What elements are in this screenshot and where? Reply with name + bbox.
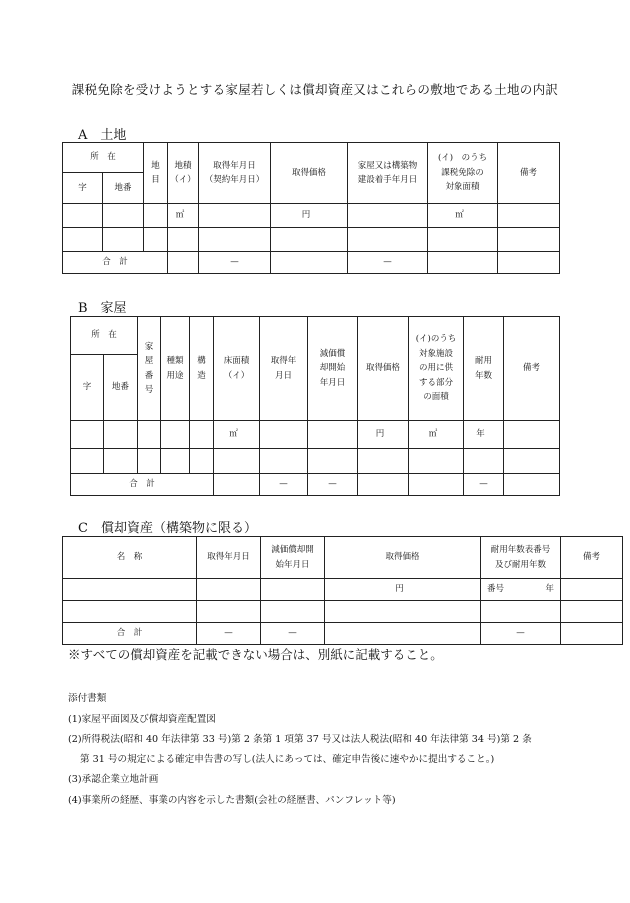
- house-cell[interactable]: [409, 449, 464, 474]
- land-total-label: 合 計: [63, 252, 168, 274]
- land-total-area[interactable]: [168, 252, 199, 274]
- house-total-price[interactable]: [358, 474, 409, 496]
- house-cell[interactable]: [504, 421, 560, 449]
- asset-number-label: 番号: [487, 584, 505, 595]
- house-cell[interactable]: [71, 421, 104, 449]
- land-h-price: 取得価格: [271, 143, 348, 204]
- house-h-depreciation: 減価償 却開始 年月日: [308, 317, 358, 421]
- land-h-area: 地積 （イ）: [168, 143, 199, 204]
- asset-cell[interactable]: [261, 601, 325, 623]
- asset-table: [62, 536, 623, 645]
- asset-total-price[interactable]: [325, 623, 481, 645]
- house-cell[interactable]: [260, 421, 308, 449]
- land-cell[interactable]: [103, 228, 144, 252]
- asset-h-life: 耐用年数表番号 及び耐用年数: [481, 537, 561, 579]
- house-cell[interactable]: [161, 449, 190, 474]
- house-h-aza: 字: [71, 355, 104, 421]
- house-cell[interactable]: [308, 449, 358, 474]
- house-cell[interactable]: [104, 421, 138, 449]
- house-h-remarks: 備考: [504, 317, 560, 421]
- asset-cell[interactable]: [197, 579, 261, 601]
- asset-cell[interactable]: [561, 579, 623, 601]
- land-cell[interactable]: [144, 204, 168, 228]
- land-cell[interactable]: [348, 228, 428, 252]
- attachment-item-3: (3)承認企業立地計画: [68, 774, 159, 785]
- asset-cell[interactable]: [561, 601, 623, 623]
- asset-life-cell[interactable]: [481, 579, 561, 601]
- land-total-dash: —: [199, 252, 271, 274]
- house-cell[interactable]: [190, 449, 214, 474]
- land-cell[interactable]: [103, 204, 144, 228]
- house-h-acq: 取得年 月日: [260, 317, 308, 421]
- house-h-kind: 種類 用途: [161, 317, 190, 421]
- attachment-item-1: (1)家屋平面図及び償却資産配置図: [68, 714, 216, 725]
- house-total-floor[interactable]: [214, 474, 260, 496]
- asset-cell[interactable]: [63, 579, 197, 601]
- house-total-remarks[interactable]: [504, 474, 560, 496]
- land-cell[interactable]: [498, 204, 560, 228]
- land-total-target[interactable]: [428, 252, 498, 274]
- land-cell[interactable]: [428, 228, 498, 252]
- land-cell[interactable]: [271, 228, 348, 252]
- house-cell[interactable]: [308, 421, 358, 449]
- asset-cell[interactable]: [63, 601, 197, 623]
- asset-cell[interactable]: [261, 579, 325, 601]
- house-cell[interactable]: [138, 449, 161, 474]
- house-total-dash: —: [308, 474, 358, 496]
- land-h-construction: 家屋又は構築物 建設着手年月日: [348, 143, 428, 204]
- house-h-location: 所 在: [71, 317, 138, 355]
- attachments-heading: 添付書類: [68, 693, 107, 704]
- house-cell[interactable]: [260, 449, 308, 474]
- house-floor-unit[interactable]: ㎡: [214, 421, 260, 449]
- land-target-unit[interactable]: ㎡: [428, 204, 498, 228]
- land-cell[interactable]: [199, 204, 271, 228]
- house-total-dash: —: [464, 474, 504, 496]
- house-cell[interactable]: [358, 449, 409, 474]
- land-total-dash: —: [348, 252, 428, 274]
- land-cell[interactable]: [348, 204, 428, 228]
- house-h-chiban: 地番: [104, 355, 138, 421]
- land-cell[interactable]: [144, 228, 168, 252]
- asset-price-unit[interactable]: 円: [325, 579, 481, 601]
- attachment-item-2-cont: 第 31 号の規定による確定申告書の写し(法人にあっては、確定申告後に速やかに提出すること。): [80, 754, 495, 765]
- asset-total-dash: —: [481, 623, 561, 645]
- house-cell[interactable]: [504, 449, 560, 474]
- asset-h-remarks: 備考: [561, 537, 623, 579]
- asset-cell[interactable]: [325, 601, 481, 623]
- land-h-target-area: (イ) のうち 課税免除の 対象面積: [428, 143, 498, 204]
- house-total-label: 合 計: [71, 474, 214, 496]
- land-area-unit[interactable]: ㎡: [168, 204, 199, 228]
- house-h-price: 取得価格: [358, 317, 409, 421]
- page-title: 課税免除を受けようとする家屋若しくは償却資産又はこれらの敷地である土地の内訳: [71, 82, 559, 97]
- asset-cell[interactable]: [481, 601, 561, 623]
- attachment-item-4: (4)事業所の経歴、事業の内容を示した書類(会社の経歴書、パンフレット等): [68, 795, 396, 806]
- house-h-target-area: (イ)のうち 対象施設 の用に供 する部分 の面積: [409, 317, 464, 421]
- house-price-unit[interactable]: 円: [358, 421, 409, 449]
- attachment-item-2: (2)所得税法(昭和 40 年法律第 33 号)第 2 条第 1 項第 37 号又は法人税法(昭和 40 年法律第 34 号)第 2 条: [68, 734, 532, 745]
- house-cell[interactable]: [161, 421, 190, 449]
- asset-total-dash: —: [261, 623, 325, 645]
- house-life-unit[interactable]: 年: [464, 421, 504, 449]
- house-cell[interactable]: [214, 449, 260, 474]
- section-a-heading: A 土地: [78, 128, 127, 143]
- house-total-dash: —: [260, 474, 308, 496]
- land-cell[interactable]: [498, 228, 560, 252]
- land-h-chiban: 地番: [103, 173, 144, 204]
- house-h-floor: 床面積 （イ）: [214, 317, 260, 421]
- note-text: ※すべての償却資産を記載できない場合は、別紙に記載すること。: [68, 647, 443, 662]
- land-total-price[interactable]: [271, 252, 348, 274]
- land-h-acq-date: 取得年月日 （契約年月日）: [199, 143, 271, 204]
- house-cell[interactable]: [138, 421, 161, 449]
- asset-total-label: 合 計: [63, 623, 197, 645]
- house-h-life: 耐用 年数: [464, 317, 504, 421]
- land-h-aza: 字: [63, 173, 103, 204]
- land-cell[interactable]: [63, 204, 103, 228]
- house-target-unit[interactable]: ㎡: [409, 421, 464, 449]
- house-cell[interactable]: [71, 449, 104, 474]
- land-price-unit[interactable]: 円: [271, 204, 348, 228]
- asset-h-acq: 取得年月日: [197, 537, 261, 579]
- land-h-location: 所 在: [63, 143, 144, 173]
- asset-total-dash: —: [197, 623, 261, 645]
- asset-h-depreciation: 減価償却開 始年月日: [261, 537, 325, 579]
- house-cell[interactable]: [190, 421, 214, 449]
- asset-h-name: 名 称: [63, 537, 197, 579]
- land-h-chimoku: 地目: [144, 143, 168, 204]
- land-cell[interactable]: [63, 228, 103, 252]
- land-cell[interactable]: [168, 228, 199, 252]
- asset-cell[interactable]: [197, 601, 261, 623]
- land-cell[interactable]: [199, 228, 271, 252]
- asset-h-price: 取得価格: [325, 537, 481, 579]
- land-table: [62, 142, 560, 274]
- asset-year-label: 年: [545, 584, 554, 595]
- house-h-number: 家 屋 番 号: [138, 317, 161, 421]
- land-total-remarks[interactable]: [498, 252, 560, 274]
- section-c-heading: C 償却資産（構築物に限る）: [78, 521, 257, 536]
- section-b-heading: B 家屋: [78, 301, 127, 316]
- house-cell[interactable]: [464, 449, 504, 474]
- house-total-target[interactable]: [409, 474, 464, 496]
- house-cell[interactable]: [104, 449, 138, 474]
- land-h-remarks: 備考: [498, 143, 560, 204]
- asset-total-remarks[interactable]: [561, 623, 623, 645]
- house-table: [70, 316, 560, 496]
- house-h-structure: 構 造: [190, 317, 214, 421]
